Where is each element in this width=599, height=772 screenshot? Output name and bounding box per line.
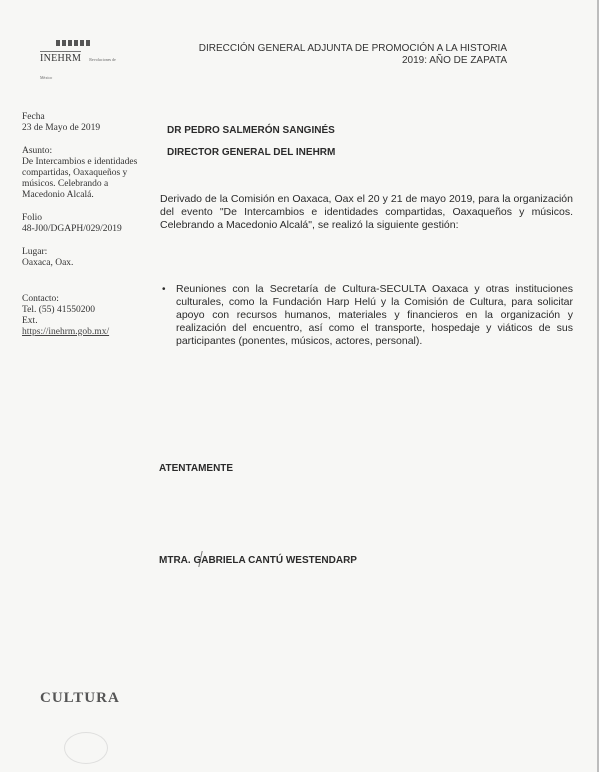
contacto-tel: Tel. (55) 41550200 — [22, 305, 95, 315]
signatory-name: MTRA. GABRIELA CANTÚ WESTENDARP — [159, 555, 357, 566]
bullet-item — [160, 283, 573, 348]
logo-emblem-icon — [56, 40, 120, 48]
header-title-line1: DIRECCIÓN GENERAL ADJUNTA DE PROMOCIÓN A LA HISTORIA — [198, 43, 507, 54]
asunto-line: Macedonio Alcalá. — [22, 190, 94, 200]
asunto-line: músicos. Celebrando a — [22, 179, 109, 189]
fecha-block — [22, 112, 100, 134]
intro-paragraph: Derivado de la Comisión en Oaxaca, Oax el 20 y 21 de mayo 2019, para la organización del evento "De Intercambios e identidades compartidas, Oaxaqueños y músicos. Celebrando a Macedonio Alcalá", se realizó la siguiente gestión: — [160, 193, 573, 231]
header-title-line2: 2019: AÑO DE ZAPATA — [401, 55, 507, 66]
asunto-line: De Intercambios e identidades — [22, 157, 138, 167]
cultura-logo: CULTURA — [40, 690, 120, 706]
folio-block — [22, 213, 122, 235]
logo-tagline: Revoluciones de México — [40, 57, 116, 80]
fecha-value: 23 de Mayo de 2019 — [22, 123, 101, 133]
closing-text: ATENTAMENTE — [159, 463, 234, 474]
recipient-name: DR PEDRO SALMERÓN SANGINÉS — [167, 125, 335, 136]
contacto-label: Contacto: — [22, 294, 59, 304]
lugar-label: Lugar: — [22, 247, 48, 257]
asunto-line: compartidas, Oaxaqueños y — [22, 168, 128, 178]
inehrm-logo — [40, 40, 120, 80]
header-title — [199, 43, 507, 67]
contacto-block — [22, 294, 109, 338]
bullet-icon: • — [162, 284, 166, 295]
bullet-text: Reuniones con la Secretaría de Cultura-SECULTA Oaxaca y otras instituciones culturales, como la Fundación Harp Helú y la Comisión de Cultura, para solicitar apoyo con recursos humanos, materiales y financieros en la organización y realización del encuentro, así como el transporte, hospedaje y viáticos de sus participantes (ponentes, músicos, actores, personal). — [176, 283, 573, 347]
fecha-label: Fecha — [22, 112, 45, 122]
recipient-block — [167, 124, 335, 168]
website-link[interactable]: https://inehrm.gob.mx/ — [22, 327, 110, 337]
lugar-value: Oaxaca, Oax. — [22, 258, 74, 268]
folio-label: Folio — [22, 213, 43, 223]
recipient-title: DIRECTOR GENERAL DEL INEHRM — [167, 147, 336, 158]
footer-emblem-icon — [64, 732, 108, 764]
logo-text: INEHRM — [40, 53, 82, 64]
asunto-block — [22, 146, 137, 201]
contacto-ext: Ext. — [22, 316, 38, 326]
folio-value: 48-J00/DGAPH/029/2019 — [22, 224, 122, 234]
asunto-label: Asunto: — [22, 146, 53, 156]
lugar-block — [22, 247, 73, 269]
